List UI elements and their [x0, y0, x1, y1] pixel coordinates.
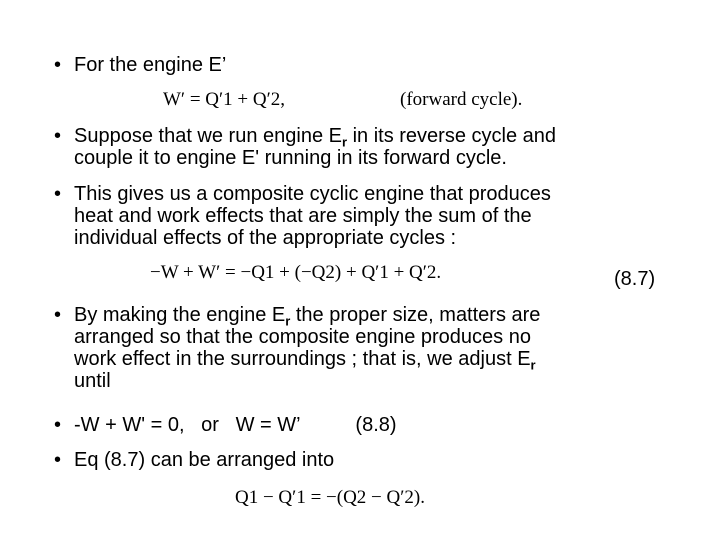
equation-note-forward-cycle: (forward cycle). [400, 89, 523, 110]
bullet-text: This gives us a composite cyclic engine that produces heat and work effects that are simply the sum of the individual effects of the appropriate cycles : [74, 183, 551, 249]
equation-number-8-7: (8.7) [614, 268, 656, 290]
bullet-marker: • [54, 449, 62, 471]
bullet-text: For the engine E’ [74, 54, 227, 76]
bullet-text: Suppose that we run engine $E_r$ in its reverse cycle and couple it to engine E' running in its forward cycle. [74, 125, 557, 169]
bullet-marker: • [54, 125, 62, 147]
bullet-marker: • [54, 414, 62, 436]
bullet-text: By making the engine $E_r$ the proper size, matters are arranged so that the composite engine produces no work effect in the surroundings ; that is, we adjust $E_r$ until [74, 304, 541, 392]
bullet-text: -W + W' = 0, or W = W’ (8.8) [74, 414, 397, 436]
equation-work-prime: W′ = Q′1 + Q′2, [163, 89, 286, 110]
bullet-text: Eq (8.7) can be arranged into [74, 449, 335, 471]
equation-composite-engine: −W + W′ = −Q1 + (−Q2) + Q′1 + Q′2. [150, 262, 442, 283]
bullet-marker: • [54, 304, 62, 326]
bullet-marker: • [54, 183, 62, 205]
bullet-marker: • [54, 54, 62, 76]
equation-heat-balance: Q1 − Q′1 = −(Q2 − Q′2). [235, 487, 425, 508]
